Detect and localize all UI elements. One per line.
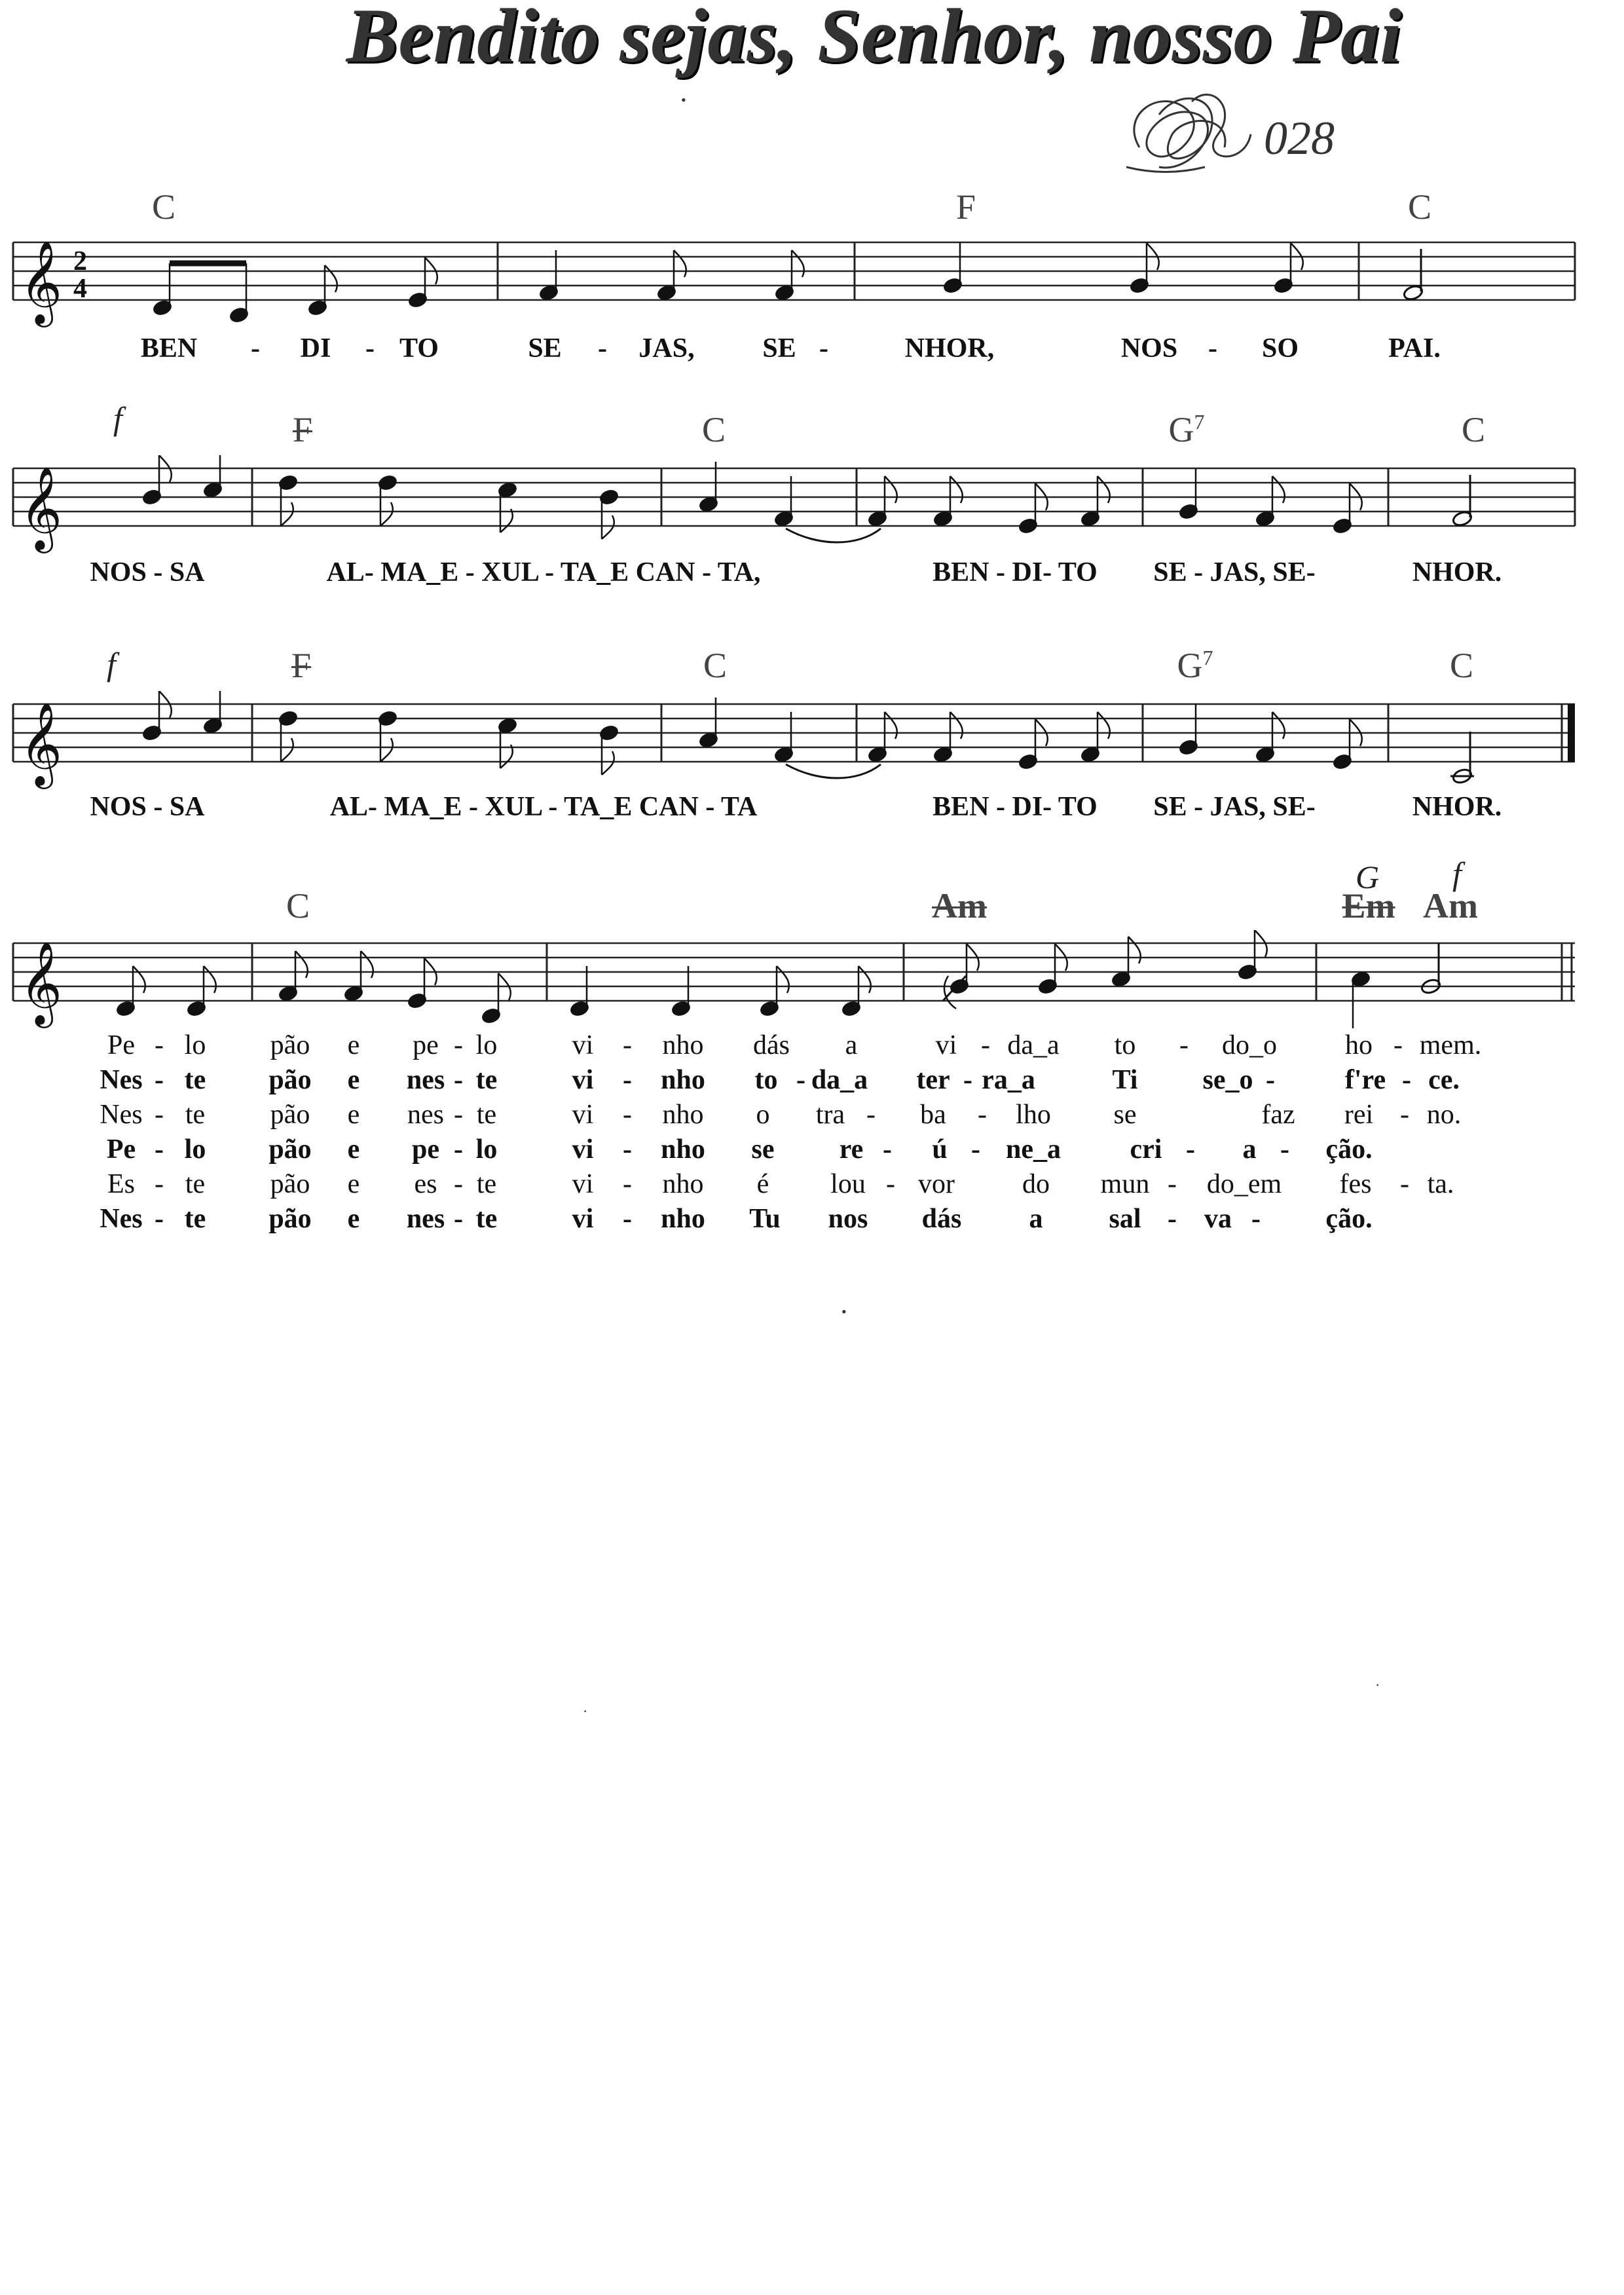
verse-syllable: - bbox=[623, 1134, 632, 1165]
verse-syllable: vi bbox=[572, 1030, 594, 1060]
verse-syllable: - bbox=[155, 1065, 164, 1095]
lyric-syllable: PAI. bbox=[1388, 333, 1441, 364]
verse-syllable: - bbox=[623, 1100, 632, 1130]
verse-syllable: - bbox=[454, 1134, 463, 1165]
verse-syllable: lo bbox=[184, 1134, 206, 1165]
verse-syllable: vi bbox=[572, 1065, 594, 1095]
verse-syllable: re bbox=[839, 1134, 864, 1165]
handwritten-number: 028 bbox=[1264, 112, 1335, 164]
music-staff bbox=[0, 455, 1624, 560]
verse-syllable: - bbox=[454, 1065, 463, 1095]
verse-syllable: pão bbox=[270, 1169, 310, 1199]
verse-syllable: nes bbox=[407, 1100, 444, 1130]
treble-clef-icon: 𝄞 bbox=[20, 701, 63, 785]
lyric-syllable: TO bbox=[399, 333, 439, 364]
verse-syllable: faz bbox=[1261, 1100, 1295, 1130]
verse-syllable: nho bbox=[661, 1134, 705, 1165]
verse-syllable: lou bbox=[830, 1169, 866, 1199]
verse-syllable: - bbox=[1168, 1204, 1177, 1234]
lyric-syllable: NOS - SA bbox=[90, 792, 205, 822]
verse-syllable: es bbox=[414, 1169, 437, 1199]
verse-line bbox=[0, 1168, 1624, 1203]
verse-line bbox=[0, 1099, 1624, 1133]
verse-syllable: ne_a bbox=[1006, 1134, 1061, 1165]
verse-syllable: - bbox=[981, 1030, 990, 1060]
verse-syllable: no. bbox=[1426, 1100, 1462, 1130]
verse-syllable: vi bbox=[572, 1134, 594, 1165]
verse-syllable: a bbox=[1242, 1134, 1257, 1165]
chord-label: $G^7$ bbox=[1168, 410, 1205, 449]
verse-syllable: - bbox=[1400, 1100, 1409, 1130]
verse-syllable: Pe bbox=[107, 1030, 135, 1060]
verse-syllable: te bbox=[476, 1100, 497, 1130]
verse-syllable: ção. bbox=[1325, 1204, 1373, 1234]
verse-syllable: Pe bbox=[106, 1134, 136, 1165]
verse-syllable: do_em bbox=[1206, 1169, 1282, 1199]
lyric-syllable: NHOR. bbox=[1412, 557, 1502, 588]
verse-syllable: tra bbox=[815, 1100, 845, 1130]
lyric-syllable: DI bbox=[300, 333, 331, 364]
verse-syllable: da_a bbox=[811, 1065, 868, 1095]
scan-speck: • bbox=[681, 92, 686, 108]
verse-syllable: - bbox=[454, 1100, 463, 1130]
chord-label: C bbox=[1449, 646, 1474, 685]
verse-syllable: o bbox=[756, 1100, 770, 1130]
verse-syllable: nes bbox=[406, 1204, 445, 1234]
verse-syllable: va bbox=[1204, 1204, 1232, 1234]
lyric-syllable: AL- MA_E - XUL - TA_E CAN - TA, bbox=[326, 557, 761, 588]
lyric-syllable: NHOR, bbox=[904, 333, 995, 364]
verse-syllable: lo bbox=[475, 1030, 498, 1060]
verse-syllable: - bbox=[1168, 1169, 1177, 1199]
final-barline bbox=[1568, 704, 1575, 762]
verse-syllable: - bbox=[155, 1169, 164, 1199]
verse-syllable: - bbox=[866, 1100, 876, 1130]
verse-syllable: mun bbox=[1100, 1169, 1150, 1199]
verse-syllable: - bbox=[1266, 1065, 1275, 1095]
verse-syllable: Nes bbox=[100, 1204, 143, 1234]
verse-syllable: pe bbox=[413, 1030, 439, 1060]
verse-syllable: se_o bbox=[1202, 1065, 1253, 1095]
verse-syllable: vi bbox=[935, 1030, 957, 1060]
verse-syllable: - bbox=[1400, 1169, 1409, 1199]
handwritten-chord: f bbox=[113, 400, 122, 437]
verse-syllable: do_o bbox=[1222, 1030, 1277, 1060]
verse-syllable: a bbox=[845, 1030, 858, 1060]
lyric-syllable: SE - JAS, SE- bbox=[1153, 792, 1316, 822]
lyric-syllable: SE - JAS, SE- bbox=[1153, 557, 1316, 588]
treble-clef-icon: 𝄞 bbox=[20, 466, 63, 550]
verse-syllable: e bbox=[347, 1030, 360, 1060]
verse-syllable: Es bbox=[107, 1169, 135, 1199]
verse-syllable: pão bbox=[268, 1134, 312, 1165]
verse-syllable: vor bbox=[918, 1169, 955, 1199]
scan-speck: · bbox=[583, 1703, 588, 1719]
lyric-syllable: NOS bbox=[1120, 333, 1178, 364]
chord-label: F bbox=[291, 646, 312, 685]
verse-syllable: Nes bbox=[100, 1065, 143, 1095]
treble-clef-icon: 𝄞 bbox=[20, 240, 63, 324]
chord-label: Am bbox=[932, 886, 987, 925]
verse-syllable: Nes bbox=[100, 1100, 143, 1130]
verse-syllable: ce. bbox=[1428, 1065, 1460, 1095]
verse-syllable: - bbox=[1251, 1204, 1261, 1234]
verse-syllable: do bbox=[1022, 1169, 1050, 1199]
verse-syllable: - bbox=[971, 1134, 980, 1165]
music-staff bbox=[0, 229, 1624, 334]
verse-line bbox=[0, 1134, 1624, 1168]
verse-syllable: a bbox=[1029, 1204, 1043, 1234]
verse-syllable: - bbox=[155, 1134, 164, 1165]
verse-line bbox=[0, 1064, 1624, 1098]
lyric-syllable: - bbox=[819, 333, 828, 364]
verse-syllable: ú bbox=[932, 1134, 948, 1165]
verse-syllable: te bbox=[475, 1204, 498, 1234]
verse-syllable: te bbox=[184, 1204, 206, 1234]
verse-syllable: da_a bbox=[1007, 1030, 1060, 1060]
verse-syllable: vi bbox=[572, 1204, 594, 1234]
verse-syllable: te bbox=[184, 1065, 206, 1095]
verse-syllable: se bbox=[751, 1134, 775, 1165]
verse-syllable: Ti bbox=[1112, 1065, 1138, 1095]
verse-syllable: rei bbox=[1344, 1100, 1374, 1130]
verse-syllable: dás bbox=[753, 1030, 790, 1060]
lyric-syllable: BEN - DI- TO bbox=[932, 557, 1098, 588]
verse-syllable: vi bbox=[572, 1100, 594, 1130]
verse-syllable: nos bbox=[828, 1204, 868, 1234]
lyric-syllable: - bbox=[365, 333, 375, 364]
chord-label: $G^7$ bbox=[1177, 646, 1213, 685]
verse-syllable: nho bbox=[662, 1100, 704, 1130]
verse-line bbox=[0, 1030, 1624, 1064]
lyric-syllable: BEN bbox=[140, 333, 198, 364]
verse-syllable: lo bbox=[184, 1030, 206, 1060]
verse-syllable: vi bbox=[572, 1169, 594, 1199]
music-staff bbox=[0, 930, 1624, 1035]
verse-syllable: nho bbox=[661, 1204, 705, 1234]
verse-syllable: - bbox=[796, 1065, 805, 1095]
chord-label: Em bbox=[1342, 886, 1395, 925]
verse-syllable: - bbox=[978, 1100, 987, 1130]
verse-syllable: nes bbox=[406, 1065, 445, 1095]
lyric-syllable: AL- MA_E - XUL - TA_E CAN - TA bbox=[329, 792, 758, 822]
chord-label: C bbox=[1407, 187, 1432, 227]
verse-syllable: - bbox=[623, 1030, 632, 1060]
verse-syllable: - bbox=[454, 1204, 463, 1234]
verse-syllable: e bbox=[347, 1169, 360, 1199]
svg-text:4: 4 bbox=[73, 274, 87, 304]
verse-syllable: - bbox=[883, 1134, 892, 1165]
verse-syllable: dás bbox=[921, 1204, 962, 1234]
verse-syllable: e bbox=[347, 1065, 360, 1095]
chord-label: C bbox=[286, 886, 310, 925]
verse-syllable: - bbox=[963, 1065, 972, 1095]
music-staff bbox=[0, 691, 1624, 796]
verse-syllable: fes bbox=[1339, 1169, 1372, 1199]
lyric-syllable: BEN - DI- TO bbox=[932, 792, 1098, 822]
verse-syllable: - bbox=[454, 1169, 463, 1199]
verse-syllable: ter bbox=[916, 1065, 950, 1095]
chord-label: C bbox=[151, 187, 176, 227]
verse-syllable: e bbox=[347, 1100, 360, 1130]
verse-syllable: - bbox=[1393, 1030, 1403, 1060]
verse-syllable: nho bbox=[661, 1065, 705, 1095]
verse-syllable: te bbox=[475, 1065, 498, 1095]
time-signature: 2 bbox=[73, 246, 87, 276]
verse-syllable: ba bbox=[920, 1100, 946, 1130]
lyric-syllable: SO bbox=[1261, 333, 1299, 364]
verse-syllable: sal bbox=[1109, 1204, 1141, 1234]
verse-syllable: ho bbox=[1345, 1030, 1373, 1060]
verse-syllable: ção. bbox=[1325, 1134, 1373, 1165]
verse-syllable: lho bbox=[1016, 1100, 1051, 1130]
verse-syllable: lo bbox=[475, 1134, 498, 1165]
verse-syllable: - bbox=[1179, 1030, 1189, 1060]
chord-label: Am bbox=[1423, 886, 1478, 925]
verse-syllable: - bbox=[155, 1204, 164, 1234]
verse-syllable: - bbox=[623, 1204, 632, 1234]
lyric-syllable: JAS, bbox=[638, 333, 695, 364]
lyric-syllable: - bbox=[251, 333, 260, 364]
chord-label: C bbox=[703, 646, 728, 685]
verse-syllable: - bbox=[155, 1030, 164, 1060]
lyric-syllable: - bbox=[598, 333, 607, 364]
verse-syllable: - bbox=[623, 1169, 632, 1199]
verse-syllable: - bbox=[623, 1065, 632, 1095]
verse-syllable: pão bbox=[268, 1204, 312, 1234]
verse-syllable: - bbox=[454, 1030, 463, 1060]
verse-syllable: te bbox=[185, 1100, 206, 1130]
verse-syllable: ra_a bbox=[982, 1065, 1035, 1095]
verse-syllable: pão bbox=[268, 1065, 312, 1095]
chord-label: F bbox=[292, 410, 313, 449]
verse-syllable: nho bbox=[662, 1169, 704, 1199]
verse-syllable: - bbox=[155, 1100, 164, 1130]
verse-syllable: pe bbox=[412, 1134, 439, 1165]
verse-syllable: ta. bbox=[1427, 1169, 1454, 1199]
lyric-syllable: - bbox=[1208, 333, 1217, 364]
verse-syllable: se bbox=[1113, 1100, 1137, 1130]
handwritten-chord: f bbox=[107, 646, 116, 682]
verse-syllable: - bbox=[1402, 1065, 1411, 1095]
handwritten-doodle bbox=[1113, 75, 1388, 187]
verse-syllable: Tu bbox=[749, 1204, 781, 1234]
verse-syllable: pão bbox=[270, 1100, 310, 1130]
verse-line bbox=[0, 1203, 1624, 1237]
handwritten-chord: G bbox=[1355, 859, 1380, 895]
verse-syllable: nho bbox=[662, 1030, 704, 1060]
lyric-syllable: SE bbox=[528, 333, 562, 364]
lyric-syllable: SE bbox=[762, 333, 796, 364]
lyric-syllable: NHOR. bbox=[1412, 792, 1502, 822]
verse-syllable: to bbox=[1114, 1030, 1136, 1060]
scan-speck: • bbox=[841, 1303, 847, 1320]
verse-syllable: e bbox=[347, 1204, 360, 1234]
verse-syllable: é bbox=[756, 1169, 769, 1199]
lyric-syllable: NOS - SA bbox=[90, 557, 205, 588]
verse-syllable: - bbox=[1280, 1134, 1289, 1165]
verse-syllable: to bbox=[754, 1065, 778, 1095]
handwritten-chord: f bbox=[1452, 855, 1462, 892]
verse-syllable: mem. bbox=[1419, 1030, 1482, 1060]
chord-label: C bbox=[701, 410, 726, 449]
verse-syllable: cri bbox=[1130, 1134, 1162, 1165]
verse-syllable: pão bbox=[270, 1030, 310, 1060]
chord-label: F bbox=[955, 187, 976, 227]
treble-clef-icon: 𝄞 bbox=[20, 941, 63, 1024]
verse-syllable: te bbox=[185, 1169, 206, 1199]
verse-syllable: te bbox=[476, 1169, 497, 1199]
verse-syllable: - bbox=[1186, 1134, 1195, 1165]
song-title: Bendito sejas, Senhor, nosso Pai bbox=[346, 0, 1403, 79]
verse-syllable: f're bbox=[1344, 1065, 1386, 1095]
scan-speck: · bbox=[1375, 1677, 1380, 1693]
verse-syllable: - bbox=[886, 1169, 895, 1199]
chord-label: C bbox=[1461, 410, 1486, 449]
verse-syllable: e bbox=[347, 1134, 360, 1165]
